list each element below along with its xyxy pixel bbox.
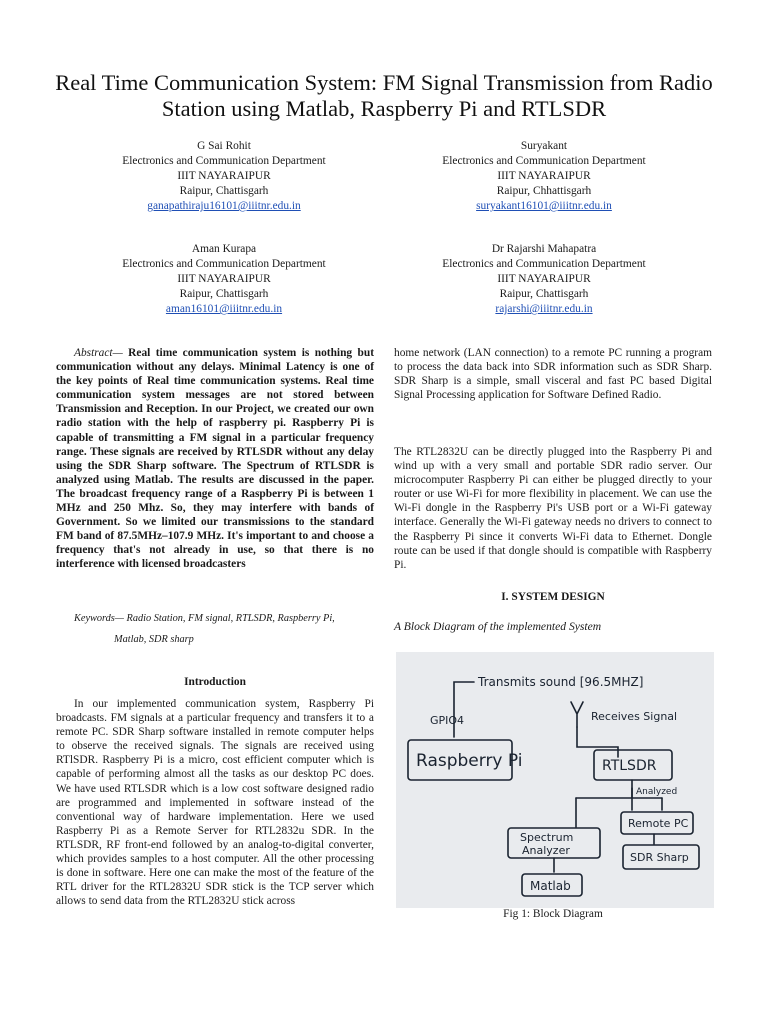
author-dept: Electronics and Communication Department: [442, 258, 646, 270]
author-block-2: [374, 139, 714, 214]
transmits-label: Transmits sound [96.5MHZ]: [478, 675, 644, 689]
author-email-link[interactable]: rajarshi@iiitnr.edu.in: [495, 303, 593, 315]
author-email-link[interactable]: aman16101@iiitnr.edu.in: [165, 303, 283, 315]
abstract: [56, 346, 374, 572]
author-email-link[interactable]: suryakant16101@iiitnr.edu.in: [476, 200, 612, 212]
matlab-label: Matlab: [530, 879, 571, 893]
author-dept: Electronics and Communication Department: [442, 155, 646, 167]
author-city: Raipur, Chattisgarh: [179, 185, 269, 197]
introduction-body: [56, 697, 374, 908]
author-name: Dr Rajarshi Mahapatra: [491, 243, 597, 255]
abstract-label: Abstract—: [74, 347, 123, 359]
author-block-1: [54, 139, 394, 214]
left-column: [56, 346, 374, 572]
transmit-connector: [454, 682, 474, 737]
subsection-heading: A Block Diagram of the implemented System: [394, 620, 602, 633]
author-name: Aman Kurapa: [191, 243, 257, 255]
author-dept: Electronics and Communication Department: [122, 155, 326, 167]
author-inst: IIIT NAYARAIPUR: [497, 170, 591, 182]
antenna-icon: [571, 702, 583, 727]
gpio-label: GPIO4: [430, 714, 465, 727]
author-name: G Sai Rohit: [197, 140, 251, 152]
body-paragraph: home network (LAN connection) to a remote PC running a program to process the data back into SDR information such as SDR Sharp. SDR Sharp is a simple, small visceral and fast PC based Digital Signal Processing application for Software Defined Radio.: [394, 347, 712, 402]
introduction-text: In our implemented communication system, Raspberry Pi broadcasts. FM signals at a particular frequency and transfers it to a remote PC. SDR Sharp software installed in remote computer helps to observe the received signals. The signals are received using RTlSDR. Raspberry Pi is a micro, cost efficient computer which is capable of performing almost all the tasks as our desktop PC does. We have used RTLSDR which is a low cost software designed radio are programmed and implemented in software instead of the conventional way of hardware implementation. Here we used Raspberry Pi as a Remote Server for RTL2832u SDR. In the RTLSDR, RF front-end followed by an analog-to-digital converter, which provides samples to a host computer. All the other processing is done in software. Here one can make the most of the feature of the RTL driver for the RTL2832U SDR stick is the TCP server which allows to send data from the RTL2832U stick across: [56, 698, 374, 908]
introduction-heading: Introduction: [184, 676, 246, 688]
author-name: Suryakant: [520, 140, 568, 152]
analyzed-label: Analyzed: [636, 787, 678, 797]
author-city: Raipur, Chhattisgarh: [496, 185, 592, 197]
figure-caption: Fig 1: Block Diagram: [503, 908, 603, 920]
receive-connector: [577, 727, 618, 757]
keywords-line-2: Matlab, SDR sharp: [114, 634, 194, 645]
author-inst: IIIT NAYARAIPUR: [497, 273, 591, 285]
author-block-4: [374, 242, 714, 317]
introduction-heading-wrap: [56, 676, 374, 688]
author-inst: IIIT NAYARAIPUR: [177, 170, 271, 182]
section-heading: I. SYSTEM DESIGN: [501, 591, 605, 603]
author-city: Raipur, Chattisgarh: [499, 288, 589, 300]
author-email-link[interactable]: ganapathiraju16101@iiitnr.edu.in: [147, 200, 301, 212]
paper-title: Real Time Communication System: FM Signal Transmission from Radio Station using Matlab, Raspberry Pi and RTLSDR: [55, 70, 713, 121]
right-column-para-2: [394, 445, 712, 572]
abstract-text: Real time communication system is nothing but communication without any delays. Minimal Latency is one of the key points of Real time communication systems. Real time communication system messages are not stored between Transmission and Reception. In our Project, we created our own radio station with the help of raspberry pi. Raspberry Pi is capable of transmitting a FM signal in a particular frequency range. These signals are received by RTLSDR without any delay using the SDR Sharp software. The Spectrum of RTLSDR is analyzed using Matlab. The results are discussed in the paper. The broadcast frequency range of a Raspberry Pi is between 1 MHz and 250 Mhz. So, they may interfere with bands of Government. So we limited our transmissions to the standard FM band of 87.5MHz–107.9 MHz. It's important to and choose a frequency that's not already in use, so that there is no interference with licensed broadcasters: [56, 347, 374, 571]
analyzer-label: Analyzer: [522, 844, 570, 857]
author-city: Raipur, Chattisgarh: [179, 288, 269, 300]
keywords-block: [56, 608, 374, 650]
block-diagram-svg: [396, 652, 714, 908]
author-block-3: [54, 242, 394, 317]
section-heading-wrap: [394, 591, 712, 603]
rtlsdr-label: RTLSDR: [602, 758, 657, 774]
author-inst: IIIT NAYARAIPUR: [177, 273, 271, 285]
right-column-para-1: [394, 346, 712, 402]
remote-pc-label: Remote PC: [628, 817, 689, 830]
spectrum-label: Spectrum: [520, 831, 574, 844]
receives-label: Receives Signal: [591, 710, 678, 723]
sdr-sharp-label: SDR Sharp: [630, 851, 689, 864]
subsection-heading-wrap: [394, 620, 712, 633]
body-paragraph: The RTL2832U can be directly plugged into the Raspberry Pi and wind up with a very small and portable SDR radio server. Our microcomputer Raspberry Pi can either be plugged directly to your router or use Wi-Fi for more flexibility in placement. We can use the Wi-Fi dongle in the Raspberry Pi's USB port or a Wi-Fi gateway interface. Generally the Wi-Fi gateway needs no drivers to connect to the Raspberry Pi since it converts Wi-Fi data to Ethernet. Dongle route can be used if that dongle should is compatible with Raspberry Pi.: [394, 446, 712, 571]
raspberry-pi-label: Raspberry Pi: [416, 751, 523, 771]
author-dept: Electronics and Communication Department: [122, 258, 326, 270]
block-diagram-figure: [396, 652, 714, 908]
keywords-line-1: Keywords— Radio Station, FM signal, RTLSDR, Raspberry Pi,: [74, 613, 335, 624]
